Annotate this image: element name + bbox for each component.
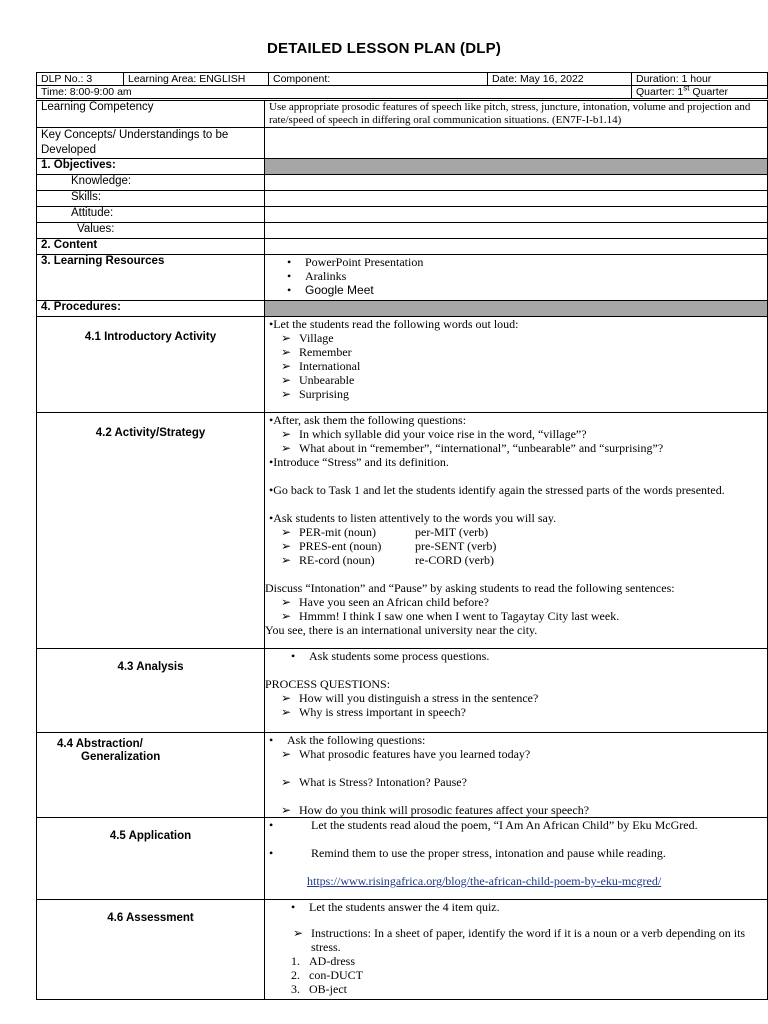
list-item: • Ask the following questions: — [269, 733, 426, 747]
list-item: ➢ In which syllable did your voice rise in the word, “village”? — [280, 427, 587, 441]
activity-line: •Go back to Task 1 and let the students identify again the stressed parts of the words presented. — [269, 483, 725, 497]
competency-text: Use appropriate prosodic features of speech like pitch, stress, juncture, intonation, volume and projection and rate/speed of speech in differing oral communication situations. (EN7F-I-b1.14) — [265, 101, 768, 128]
assessment-instructions: ➢ Instructions: In a sheet of paper, identify the word if it is a noun or a verb depending on its stress. — [292, 926, 746, 954]
skills-value — [265, 191, 768, 207]
attitude-value — [265, 207, 768, 223]
list-item: • Google Meet — [287, 283, 374, 297]
activity-line: Discuss “Intonation” and “Pause” by asking students to read the following sentences: — [265, 581, 675, 595]
time: Time: 8:00-9:00 am — [37, 86, 632, 99]
learning-area: Learning Area: ENGLISH — [124, 73, 269, 86]
list-item: ➢ International — [280, 359, 361, 373]
list-item: 1. AD-dress — [291, 954, 355, 968]
procedures-label: 4. Procedures: — [37, 301, 265, 317]
resources-list — [265, 255, 768, 301]
abstraction-label: 4.4 Abstraction/ Generalization — [37, 733, 265, 818]
list-item: ➢ Village — [280, 331, 334, 345]
activity-strategy-label: 4.2 Activity/Strategy — [37, 413, 265, 649]
list-item: • Aralinks — [287, 269, 347, 283]
list-item: ➢ How will you distinguish a stress in the sentence? — [280, 691, 539, 705]
list-item: • PowerPoint Presentation — [287, 255, 424, 269]
list-item: ➢ What is Stress? Intonation? Pause? — [280, 775, 467, 789]
list-item: ➢ How do you think will prosodic features affect your speech? — [280, 803, 590, 817]
activity-line: •Introduce “Stress” and its definition. — [269, 455, 449, 469]
skills-label: Skills: — [37, 191, 265, 207]
analysis-content — [265, 649, 768, 733]
procedures-shade — [265, 301, 768, 317]
date: Date: May 16, 2022 — [488, 73, 632, 86]
content-value — [265, 239, 768, 255]
dlp-no: DLP No.: 3 — [37, 73, 124, 86]
activity-line: •After, ask them the following questions: — [269, 413, 467, 427]
component: Component: — [269, 73, 488, 86]
lesson-table — [36, 100, 768, 1000]
introductory-activity-content — [265, 317, 768, 413]
values-label: Values: — [37, 223, 265, 239]
list-item: • Let the students answer the 4 item quiz. — [291, 900, 500, 914]
list-item: 3. OB-ject — [291, 982, 347, 996]
application-line: • Remind them to use the proper stress, intonation and pause while reading. — [269, 846, 666, 860]
list-item: ➢ Have you seen an African child before? — [280, 595, 489, 609]
list-item: ➢ Surprising — [280, 387, 350, 401]
list-item: 2. con-DUCT — [291, 968, 363, 982]
page-title: DETAILED LESSON PLAN (DLP) — [266, 40, 502, 57]
content-label: 2. Content — [37, 239, 265, 255]
activity-line: •Ask students to listen attentively to the words you will say. — [269, 511, 557, 525]
values-value — [265, 223, 768, 239]
assessment-content — [265, 900, 768, 1000]
application-content — [265, 818, 768, 900]
header-table — [36, 72, 768, 99]
intro-instruction: •Let the students read the following words out loud: — [269, 317, 519, 331]
analysis-label: 4.3 Analysis — [37, 649, 265, 733]
application-label: 4.5 Application — [37, 818, 265, 900]
list-item: ➢ Hmmm! I think I saw one when I went to Tagaytay City last week. — [280, 609, 620, 623]
process-questions-heading: PROCESS QUESTIONS: — [265, 677, 391, 691]
knowledge-label: Knowledge: — [37, 175, 265, 191]
abstraction-content — [265, 733, 768, 818]
activity-strategy-content — [265, 413, 768, 649]
list-item: • Ask students some process questions. — [291, 649, 490, 663]
list-item: ➢ What prosodic features have you learned today? — [280, 747, 531, 761]
objectives-shade — [265, 159, 768, 175]
key-concepts-label: Key Concepts/ Understandings to be Developed — [37, 128, 265, 159]
list-item: ➢ What about in “remember”, “international”, “unbearable” and “surprising”? — [280, 441, 664, 455]
list-item: ➢ PRES-ent (noun) pre-SENT (verb) — [280, 539, 497, 553]
application-line: • Let the students read aloud the poem, “I Am An African Child” by Eku McGred. — [269, 818, 698, 832]
assessment-label: 4.6 Assessment — [37, 900, 265, 1000]
duration: Duration: 1 hour — [632, 73, 768, 86]
resources-label: 3. Learning Resources — [37, 255, 265, 301]
list-item: ➢ Why is stress important in speech? — [280, 705, 466, 719]
competency-label: Learning Competency — [37, 101, 265, 128]
knowledge-value — [265, 175, 768, 191]
objectives-label: 1. Objectives: — [37, 159, 265, 175]
list-item: ➢ PER-mit (noun) per-MIT (verb) — [280, 525, 489, 539]
activity-line: You see, there is an international university near the city. — [265, 623, 538, 637]
list-item: ➢ Remember — [280, 345, 352, 359]
list-item: ➢ Unbearable — [280, 373, 355, 387]
introductory-activity-label: 4.1 Introductory Activity — [37, 317, 265, 413]
attitude-label: Attitude: — [37, 207, 265, 223]
quarter: Quarter: 1st Quarter — [632, 86, 768, 99]
list-item: ➢ RE-cord (noun) re-CORD (verb) — [280, 553, 494, 567]
key-concepts-value — [265, 128, 768, 159]
poem-link[interactable]: https://www.risingafrica.org/blog/the-african-child-poem-by-eku-mcgred/ — [307, 874, 662, 888]
